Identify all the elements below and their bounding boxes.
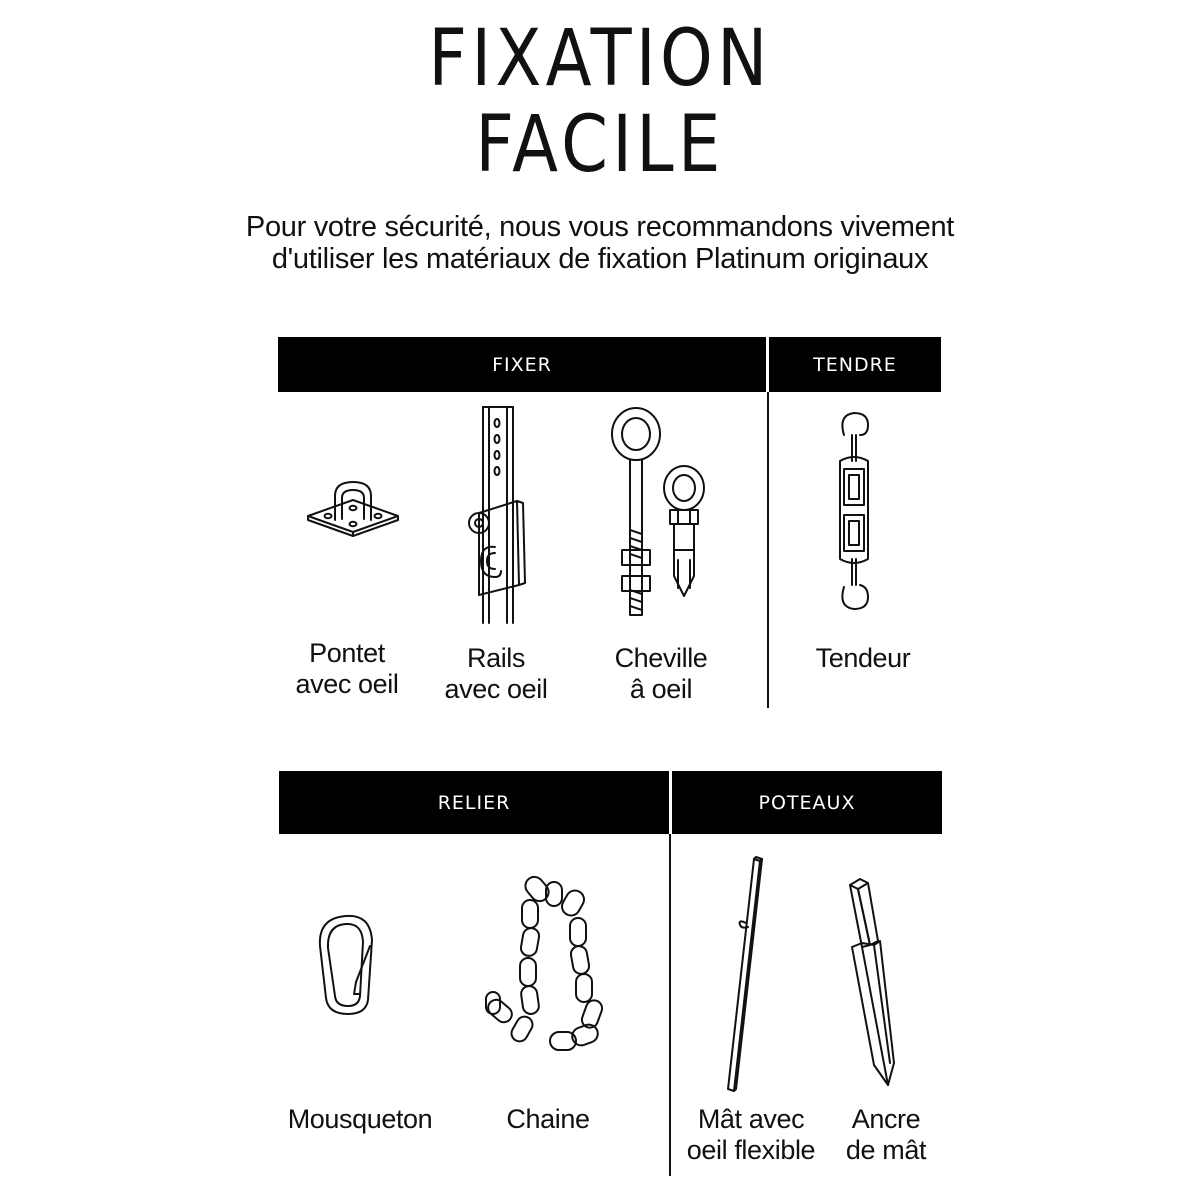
section-header-relier: RELIER — [279, 771, 669, 834]
ground-anchor-spike-icon — [838, 875, 908, 1090]
label-mousqueton: Mousqueton — [287, 1104, 433, 1134]
intro-text-line-1: Pour votre sécurité, nous vous recommandons vivement — [245, 211, 955, 243]
chain-icon — [480, 872, 620, 1057]
label-cheville-a-oeil: Cheville â oeil — [614, 643, 708, 704]
section-divider-bottom — [669, 834, 671, 1176]
section-header-tendre: TENDRE — [769, 337, 941, 392]
label-ancre-de-mat: Ancre de mât — [845, 1104, 927, 1165]
label-pontet-avec-oeil: Pontet avec oeil — [295, 638, 399, 699]
page-title-line-2: FACILE — [475, 100, 725, 190]
intro-text-line-2: d'utiliser les matériaux de fixation Platinum originaux — [271, 243, 929, 275]
section-header-fixer: FIXER — [278, 337, 766, 392]
rail-with-eye-icon — [455, 405, 545, 625]
wall-plate-with-eye-icon — [298, 470, 408, 545]
pole-with-flexible-eye-icon — [720, 855, 770, 1095]
label-rails-avec-oeil: Rails avec oeil — [444, 643, 548, 704]
carabiner-icon — [312, 910, 382, 1020]
section-divider-top — [767, 392, 769, 708]
label-chaine: Chaine — [506, 1104, 590, 1134]
page-title-line-1: FIXATION — [428, 14, 772, 104]
section-header-poteaux: POTEAUX — [672, 771, 942, 834]
label-tendeur: Tendeur — [815, 643, 911, 673]
label-mat-avec-oeil-flexible: Mât avec oeil flexible — [686, 1104, 816, 1165]
turnbuckle-icon — [818, 405, 888, 615]
eye-bolt-anchor-icon — [600, 400, 720, 625]
